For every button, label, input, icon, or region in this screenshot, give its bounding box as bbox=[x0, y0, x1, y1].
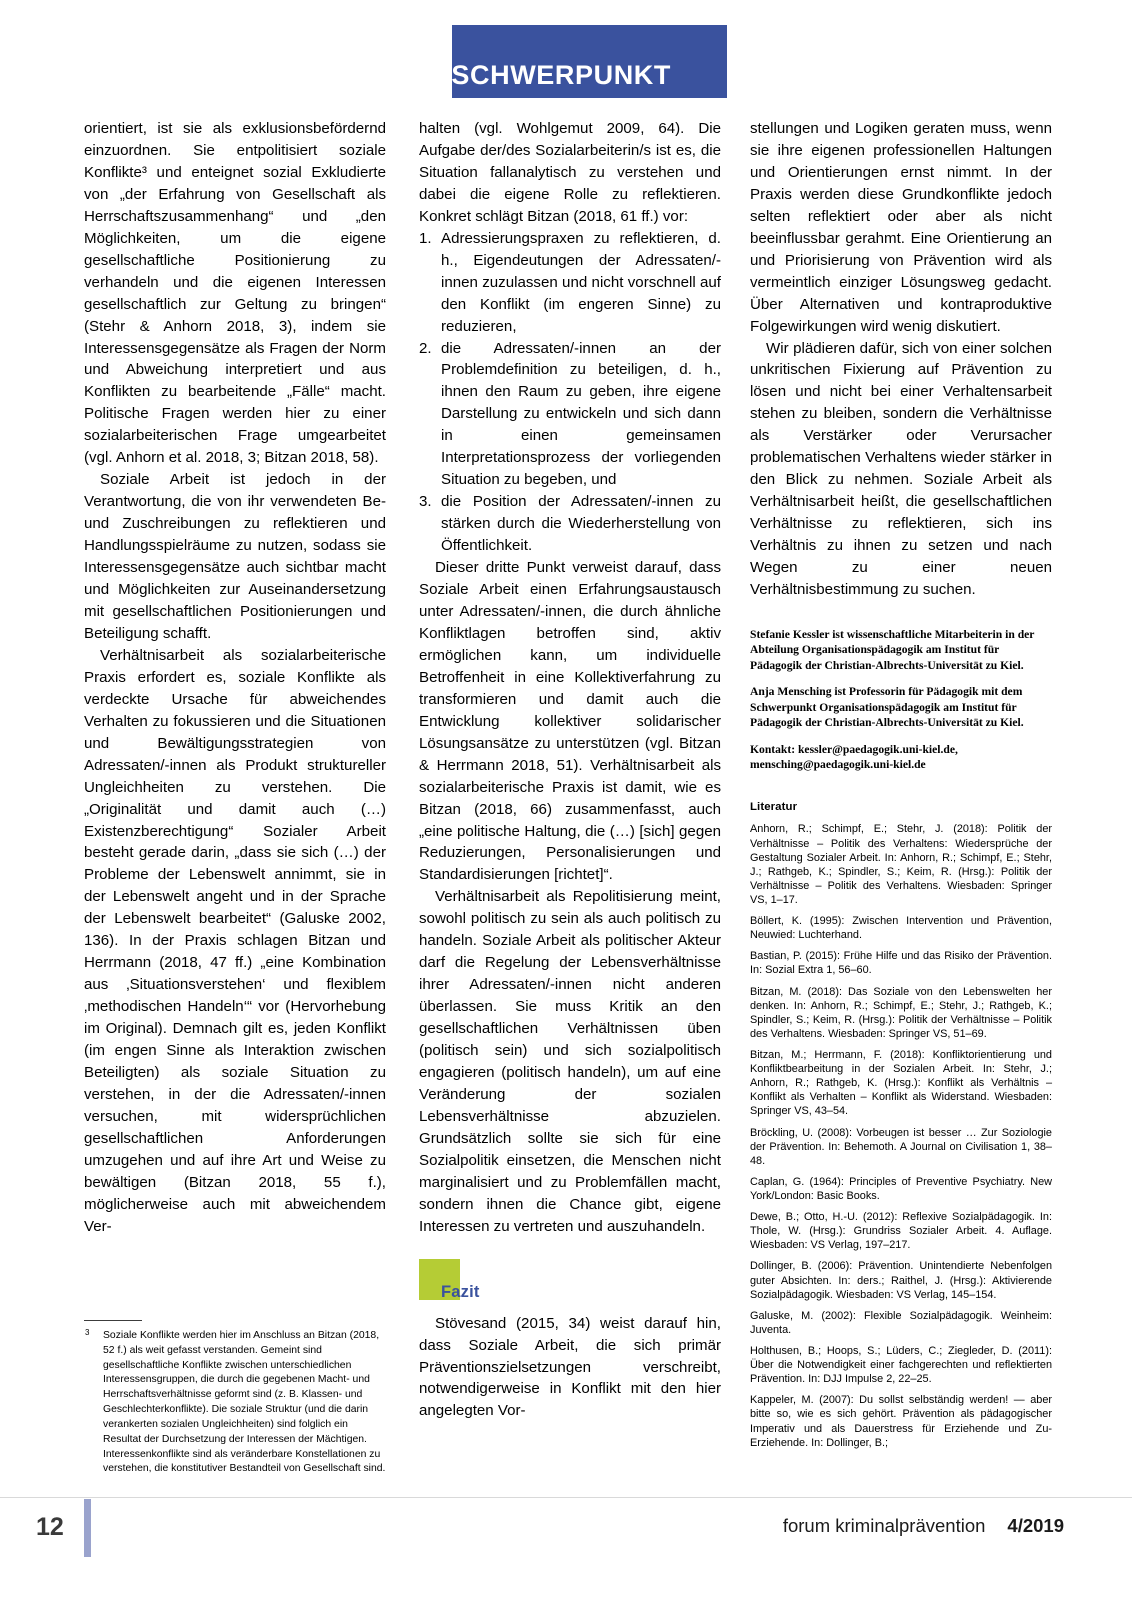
paragraph: Wir plädieren dafür, sich von einer solchen unkritischen Fixierung auf Prävention zu lösen und nicht bei einer Verhaltensarbeit stehen zu bleiben, sondern die Verhältnisse als Verstärker oder Verursacher problematischen Verhaltens wieder stärker in den Blick zu nehmen. Soziale Arbeit als Verhältnisarbeit heißt, die gesellschaftlichen Verhältnisse zu reflektieren, sich ins Verhältnis zu ihnen zu setzen und nach Wegen zu einer neuen Verhältnisbestimmung zu suchen. bbox=[750, 339, 1052, 599]
list-item bbox=[419, 338, 721, 492]
literature-block bbox=[750, 800, 1052, 1450]
numbered-list bbox=[419, 228, 721, 557]
literature-entry: Bastian, P. (2015): Frühe Hilfe und das Risiko der Prävention. In: Sozial Extra 1, 56–60. bbox=[750, 950, 1052, 977]
list-item bbox=[419, 228, 721, 338]
paragraph: halten (vgl. Wohlgemut 2009, 64). Die Aufgabe der/des Sozialarbeiterin/s ist es, die Situation fallanalytisch zu verstehen und dabei die eigene Rolle zu reflektieren. Konkret schlägt Bitzan (2018, 61 ff.) vor: bbox=[419, 120, 721, 225]
list-item-number: 2. bbox=[419, 339, 432, 357]
fazit-heading bbox=[419, 1259, 721, 1299]
literature-entry: Kappeler, M. (2007): Du sollst selbständig werden! — aber bitte so, wie es sich gehört. Prävention als pädagogischer Imperativ und als Dauerstress für Erziehende und Zu-Erziehende. In: Dollinger, B.; bbox=[750, 1394, 1052, 1449]
paragraph: orientiert, ist sie als exklusionsbefördernd einzuordnen. Sie entpolitisiert soziale Konflikte³ und enteignet sozial Exkludierte von „der Erfahrung von Gesellschaft als Herrschaftszusammenhang“ und „den Möglichkeiten, um die eigene gesellschaftliche Positionierung zu verhandeln und die eigenen Interessen gesellschaftlich zur Geltung zu bringen“ (Stehr & Anhorn 2018, 3), indem sie Interessensgegensätze als Fragen der Norm und Abweichung interpretiert und aus Konflikten zu bearbeitende „Fälle“ macht. Politische Fragen werden hier zu einer sozialarbeiterischen Frage umgearbeitet (vgl. Anhorn et al. 2018, 3; Bitzan 2018, 58). bbox=[84, 120, 386, 467]
literature-entry: Dewe, B.; Otto, H.-U. (2012): Reflexive Sozialpädagogik. In: Thole, W. (Hrsg.): Grundriss Sozialer Arbeit. 4. Auflage. Wiesbaden: VS Verlag, 197–217. bbox=[750, 1211, 1052, 1252]
text-column-3 bbox=[750, 118, 1052, 1457]
section-title: SCHWERPUNKT bbox=[451, 60, 671, 90]
paragraph: Verhältnisarbeit als sozialarbeiterische Praxis erfordert es, soziale Konflikte als verdeckte Ursache für abweichendes Verhalten zu fokussieren und die Situationen und Bewältigungsstrategien von Adressaten/-innen als Produkt struktureller Ungleichheiten zu verstehen. Die „Originalität und damit auch (…) Existenzberechtigung“ Sozialer Arbeit besteht gerade darin, „dass sie sich (…) der Probleme der Lebenswelt annimmt, sie in der Lebenswelt angeht und in der Sprache der Lebenswelt bearbeitet“ (Galuske 2002, 136). In der Praxis schlagen Bitzan und Herrmann (2018, 47 ff.) „eine Kombination aus ‚Situationsverstehen‘ und flexiblem ‚methodischen Handeln‘“ vor (Hervorhebung im Original). Demnach gilt es, jeden Konflikt (im engen Sinne als Interaktion zwischen Beteiligten) als soziale Situation zu verstehen, in der die Adressaten/-innen versuchen, mit widersprüchlichen gesellschaftlichen Anforderungen umzugehen und auf ihre Art und Weise zu bewältigen (Bitzan 2018, 55 f.), möglicherweise auch mit abweichendem Ver- bbox=[84, 646, 386, 1235]
footer-journal-info bbox=[783, 1515, 1064, 1537]
paragraph: stellungen und Logiken geraten muss, wenn sie ihre eigenen professionellen Haltungen und Orientierungen ernst nimmt. In der Praxis werden diese Grundkonflikte jedoch selten reflektiert oder aber als nicht beeinflussbar gerahmt. Eine Orientierung an und Priorisierung von Prävention wird als vermeintlich einziger Lösungsweg gedacht. Über Alternativen und kontraproduktive Folgewirkungen wird wenig diskutiert. bbox=[750, 120, 1052, 335]
list-item-text: die Position der Adressaten/-innen zu stärken durch die Wiederherstellung von Öffentlichkeit. bbox=[441, 493, 721, 555]
paragraph: Stövesand (2015, 34) weist darauf hin, dass Soziale Arbeit, die sich primär Präventionszielsetzungen verschreibt, notwendigerweise in Konflikt mit den hier angelegten Vor- bbox=[419, 1314, 721, 1420]
text-column-2 bbox=[419, 118, 721, 1422]
list-item bbox=[419, 491, 721, 557]
author-contact: Kontakt: kessler@paedagogik.uni-kiel.de, mensching@paedagogik.uni-kiel.de bbox=[750, 742, 958, 772]
literature-entry: Bitzan, M.; Herrmann, F. (2018): Konfliktorientierung und Konfliktbearbeitung in der Sozialen Arbeit. In: Stehr, J.; Anhorn, R.; Rathgeb, K. (Hrsg.): Konflikt als Verhältnis – Konflikt als Verhalten – Konflikt als Widerstand. Wiesbaden: Springer VS, 43–54. bbox=[750, 1049, 1052, 1118]
footnote-rule bbox=[84, 1320, 142, 1321]
list-item-text: Adressierungspraxen zu reflektieren, d. h., Eigendeutungen der Adressaten/-innen zuzulassen und nicht vorschnell auf den Konflikt (im engeren Sinne) zu reduzieren, bbox=[441, 229, 721, 335]
literature-entry: Dollinger, B. (2006): Prävention. Unintendierte Nebenfolgen guter Absichten. In: ders.; Raithel, J. (Hrsg.): Aktivierende Sozialpädagogik. Wiesbaden: VS Verlag, 145–154. bbox=[750, 1260, 1052, 1301]
journal-issue: 4/2019 bbox=[1007, 1515, 1064, 1536]
author-bio-mensching: Anja Mensching ist Professorin für Pädagogik mit dem Schwerpunkt Organisationspädagogik am Institut für Pädagogik der Christian-Albrechts-Universität zu Kiel. bbox=[750, 685, 1024, 730]
list-item-text: die Adressaten/-innen an der Problemdefinition zu beteiligen, d. h., ihnen den Raum zu geben, ihre eigene Darstellung zu entwickeln und sich dann in einen gemeinsamen Interpretationsprozess der vorliegenden Situation zu begeben, und bbox=[441, 339, 721, 489]
literature-entry: Anhorn, R.; Schimpf, E.; Stehr, J. (2018): Politik der Verhältnisse – Politik des Verhaltens: Wiedersprüche der Gestaltung Sozialer Arbeit. In: Anhorn, R.; Schimpf, E.; Stehr, J.; Rathgeb, K.; Spindler, S.; Keim, R. (Hrsg.): Politik der Verhältnisse – Politik des Verhaltens. Wiesbaden: Springer VS, 1–17. bbox=[750, 823, 1052, 907]
footnote-marker: 3 bbox=[85, 1328, 90, 1337]
footnote-text: Soziale Konflikte werden hier im Anschluss an Bitzan (2018, 52 f.) als weit gefasst verstanden. Gemeint sind gesellschaftliche Konflikte zwischen unterschiedlichen Interessensgruppen, die durch die gegebenen Macht- und Herrschaftsverhältnisse geformt sind (z. B. Klassen- und Geschlechterkonflikte). Die soziale Struktur (und die darin verankerten sozialen Ungleichheiten) sind folglich ein Resultat der Durchsetzung der Interessen der Mächtigen. Interessenkonflikte sind als veränderbare Konstellationen zu verstehen, die konstitutiver Bestandteil von Gesellschaft sind. bbox=[103, 1330, 386, 1475]
author-bio-block bbox=[750, 627, 1052, 773]
list-item-number: 3. bbox=[419, 493, 432, 511]
author-bio-kessler: Stefanie Kessler ist wissenschaftliche Mitarbeiterin in der Abteilung Organisationspädagogik am Institut für Pädagogik der Christian-Albrechts-Universität zu Kiel. bbox=[750, 627, 1035, 672]
text-column-1 bbox=[84, 118, 386, 1238]
literature-heading: Literatur bbox=[750, 800, 798, 813]
page-number: 12 bbox=[36, 1513, 64, 1541]
paragraph: Dieser dritte Punkt verweist darauf, dass Soziale Arbeit einen Erfahrungsaustausch unter Adressaten/-innen, die durch ähnliche Konfliktlagen betroffen sind, aktiv ermöglichen kann, um individuelle Betroffenheit in eine Kollektiverfahrung zu transformieren und damit auch die Entwicklung kollektiver solidarischer Lösungsansätze zu unterstützen (vgl. Bitzan & Herrmann 2018, 51). Verhältnisarbeit als sozialarbeiterische Praxis ist damit, wie es Bitzan (2018, 66) zusammenfasst, auch „eine politische Haltung, die (…) [sich] gegen Reduzierungen, Personalisierungen und Standardisierungen [richtet]“. bbox=[419, 559, 721, 884]
literature-entry: Bröckling, U. (2008): Vorbeugen ist besser … Zur Soziologie der Prävention. In: Behemoth. A Journal on Civilisation 1, 38–48. bbox=[750, 1126, 1052, 1167]
footnote-block bbox=[84, 1320, 386, 1477]
literature-entry: Bitzan, M. (2018): Das Soziale von den Lebenswelten her denken. In: Anhorn, R.; Schimpf, E.; Stehr, J.; Rathgeb, K.; Spindler, S.; Keim, R. (Hrsg.): Politik der Verhältnisse – Politik des Verhaltens. Wiesbaden: Springer VS, 51–69. bbox=[750, 985, 1052, 1040]
list-item-number: 1. bbox=[419, 229, 432, 247]
footer-divider bbox=[0, 1497, 1132, 1498]
footer-accent-bar bbox=[84, 1499, 91, 1557]
literature-entry: Galuske, M. (2002): Flexible Sozialpädagogik. Weinheim: Juventa. bbox=[750, 1309, 1052, 1336]
paragraph: Soziale Arbeit ist jedoch in der Verantwortung, die von ihr verwendeten Be- und Zuschreibungen zu reflektieren und Handlungsspielräume zu nutzen, sodass sie Interessensgegensätze auch sichtbar macht und Möglichkeiten zur Auseinandersetzung mit gesellschaftlichen Positionierungen und Beteiligung schafft. bbox=[84, 471, 386, 642]
section-banner bbox=[452, 25, 727, 98]
footnote-text-wrapper bbox=[84, 1329, 386, 1477]
literature-entry: Böllert, K. (1995): Zwischen Intervention und Prävention, Neuwied: Luchterhand. bbox=[750, 915, 1052, 942]
journal-name: forum kriminalprävention bbox=[782, 1515, 986, 1536]
literature-entry: Caplan, G. (1964): Principles of Preventive Psychiatry. New York/London: Basic Books. bbox=[750, 1175, 1052, 1202]
fazit-label: Fazit bbox=[441, 1282, 480, 1301]
literature-entry: Holthusen, B.; Hoops, S.; Lüders, C.; Ziegleder, D. (2011): Über die Notwendigkeit einer fachgerechten und reflektierten Prävention. In: DJJ Impulse 2, 22–25. bbox=[750, 1344, 1052, 1386]
paragraph: Verhältnisarbeit als Repolitisierung meint, sowohl politisch zu sein als auch politisch zu handeln. Soziale Arbeit als politischer Akteur darf die Regelung der Lebensverhältnisse ihrer Adressaten/-innen nicht anderen überlassen. Sie muss Kritik an den gesellschaftlichen Verhältnissen üben (politisch sein) und sich sozialpolitisch engagieren (politisch handeln), um auf eine Veränderung der sozialen Lebensverhältnisse abzuzielen. Grundsätzlich sollte sie sich für eine Sozialpolitik einsetzen, die Menschen nicht marginalisiert und zu Problemfällen macht, sondern ihnen die Chance gibt, eigene Interessen zu vertreten und auszuhandeln. bbox=[419, 888, 721, 1235]
